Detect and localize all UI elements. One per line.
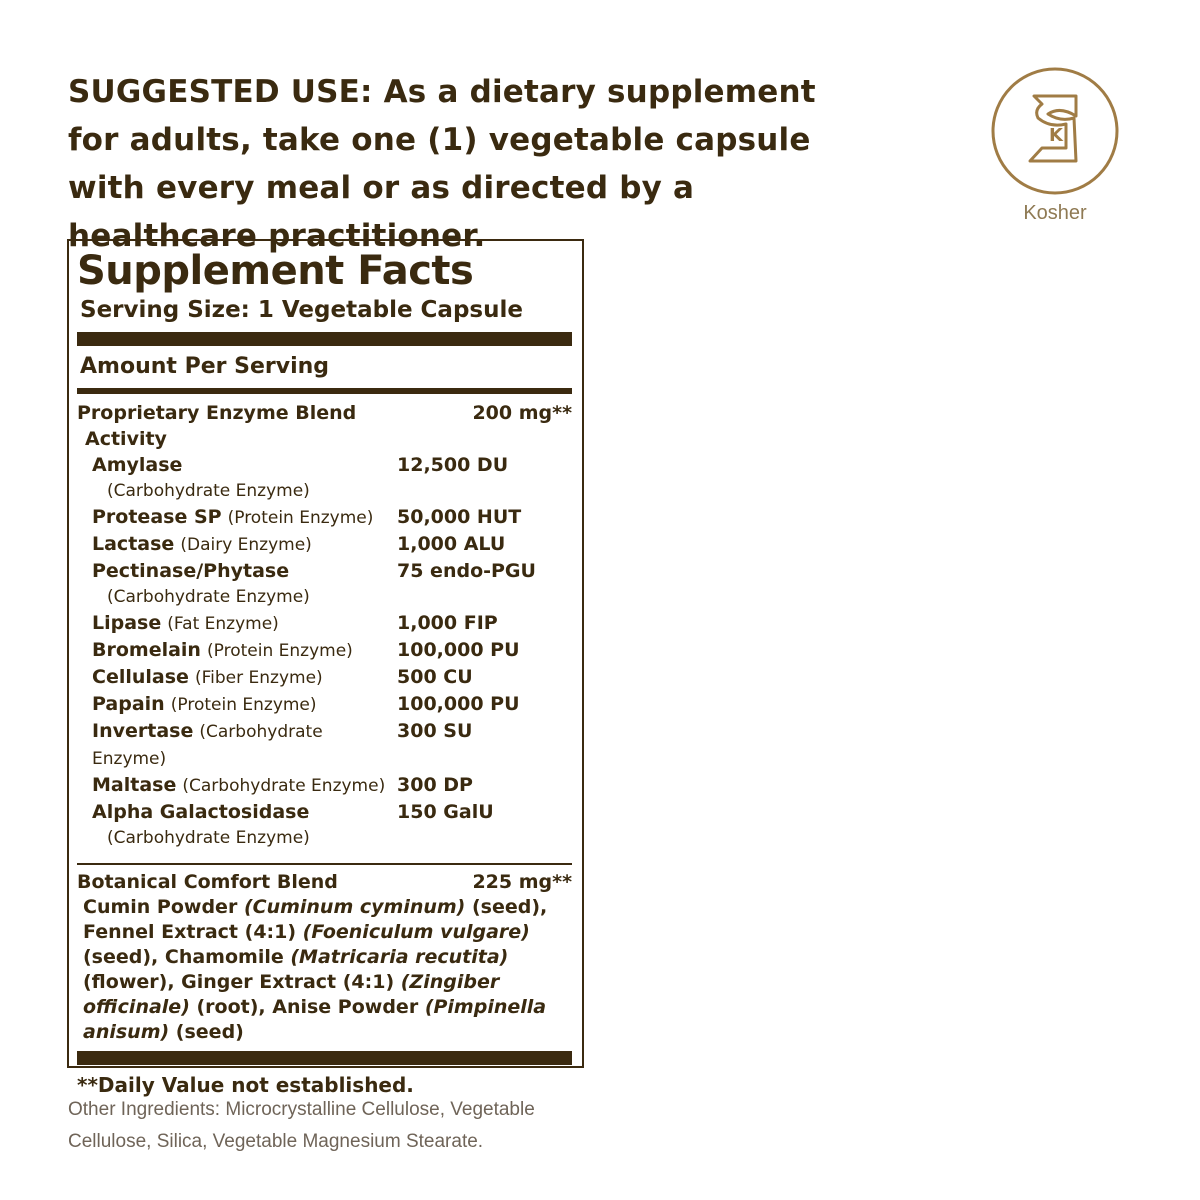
enzyme-description: (Protein Enzyme): [170, 695, 317, 715]
facts-title: Supplement Facts: [77, 248, 474, 294]
enzyme-row: [77, 637, 572, 664]
enzyme-description: (Protein Enzyme): [227, 508, 374, 528]
enzyme-description: (Carbohydrate Enzyme): [107, 481, 310, 501]
enzyme-row: [77, 504, 572, 531]
enzyme-name: Bromelain: [92, 639, 201, 661]
enzyme-amount: 100,000 PU: [397, 693, 520, 715]
botanical-text: (flower), Ginger Extract (4:1): [83, 971, 401, 993]
enzyme-amount: 50,000 HUT: [397, 506, 522, 528]
botanical-text: Cumin Powder: [83, 896, 244, 918]
kosher-k-letter: K: [1049, 125, 1063, 146]
enzyme-amount: 150 GalU: [397, 801, 494, 823]
botanical-blend-name: Botanical Comfort Blend: [77, 871, 338, 893]
enzyme-row: [77, 691, 572, 718]
botanical-text: (seed), Chamomile: [83, 946, 291, 968]
enzyme-description: (Dairy Enzyme): [180, 535, 312, 555]
enzyme-blend-row: [77, 400, 572, 426]
enzyme-name: Protease SP: [92, 506, 222, 528]
enzyme-row: [77, 452, 572, 478]
enzyme-name: Alpha Galactosidase: [92, 801, 310, 823]
enzyme-row: [77, 772, 572, 799]
enzyme-amount: 1,000 FIP: [397, 612, 498, 634]
enzyme-row: [77, 558, 572, 584]
enzyme-blend-name: Proprietary Enzyme Blend: [77, 402, 357, 424]
other-ingredients: Other Ingredients: Microcrystalline Cellulose, Vegetable Cellulose, Silica, Vegetable Magnesium Stearate.: [68, 1099, 535, 1152]
enzyme-description: (Fiber Enzyme): [194, 668, 323, 688]
enzyme-amount: 75 endo-PGU: [397, 560, 536, 582]
amount-per-serving: Amount Per Serving: [80, 354, 330, 379]
botanical-ingredients: [77, 895, 572, 1045]
enzyme-amount: 300 DP: [397, 774, 473, 796]
enzyme-name: Maltase: [92, 774, 177, 796]
supplement-facts-panel: [67, 239, 584, 1097]
divider-thick: [77, 332, 572, 346]
botanical-latin-name: (Pimpinella anisum): [83, 996, 547, 1043]
enzyme-list: [77, 452, 572, 851]
enzyme-name: Amylase: [92, 454, 183, 476]
enzyme-description: (Fat Enzyme): [167, 614, 279, 634]
enzyme-description: (Carbohydrate Enzyme): [182, 776, 386, 796]
divider-bottom: [77, 1051, 572, 1065]
botanical-text: (seed), Fennel Extract (4:1): [83, 896, 548, 943]
enzyme-row: [77, 664, 572, 691]
enzyme-amount: 12,500 DU: [397, 454, 509, 476]
enzyme-name: Pectinase/Phytase: [92, 560, 290, 582]
botanical-text: (root), Anise Powder: [189, 996, 425, 1018]
enzyme-amount: 1,000 ALU: [397, 533, 506, 555]
kosher-badge: [990, 66, 1120, 225]
footnote: **Daily Value not established.: [77, 1073, 414, 1097]
botanical-blend-row: [77, 869, 572, 895]
activity-label: Activity: [85, 428, 167, 450]
divider-thin: [77, 863, 572, 865]
enzyme-row: [77, 610, 572, 637]
enzyme-description: (Protein Enzyme): [207, 641, 353, 661]
enzyme-name: Invertase: [92, 720, 194, 742]
enzyme-amount: 300 SU: [397, 720, 473, 742]
enzyme-name: Lactase: [92, 533, 175, 555]
botanical-blend-amount: 225 mg**: [472, 871, 572, 893]
enzyme-row: [77, 531, 572, 558]
enzyme-row: [77, 718, 572, 772]
kosher-icon: [990, 66, 1120, 196]
suggested-use-text: As a dietary supplement for adults, take one (1) vegetable capsule with every meal or as directed by a healthcare practitioner.: [68, 74, 816, 254]
enzyme-description: (Carbohydrate Enzyme): [92, 722, 323, 769]
enzyme-name: Papain: [92, 693, 165, 715]
enzyme-description: (Carbohydrate Enzyme): [107, 587, 310, 607]
kosher-label: Kosher: [1023, 202, 1087, 224]
enzyme-amount: 100,000 PU: [397, 639, 520, 661]
botanical-text: (seed): [169, 1021, 244, 1043]
suggested-use-label: SUGGESTED USE:: [68, 74, 373, 110]
enzyme-name: Lipase: [92, 612, 162, 634]
suggested-use: [68, 68, 858, 260]
botanical-latin-name: (Foeniculum vulgare): [302, 921, 530, 943]
serving-size: Serving Size: 1 Vegetable Capsule: [80, 297, 523, 323]
botanical-latin-name: (Matricaria recutita): [290, 946, 509, 968]
divider-medium: [77, 388, 572, 394]
botanical-latin-name: (Zingiber officinale): [83, 971, 500, 1018]
enzyme-name: Cellulase: [92, 666, 189, 688]
enzyme-blend-amount: 200 mg**: [472, 402, 572, 424]
enzyme-amount: 500 CU: [397, 666, 473, 688]
botanical-latin-name: (Cuminum cyminum): [243, 896, 466, 918]
enzyme-row: [77, 799, 572, 825]
enzyme-description: (Carbohydrate Enzyme): [107, 828, 310, 848]
